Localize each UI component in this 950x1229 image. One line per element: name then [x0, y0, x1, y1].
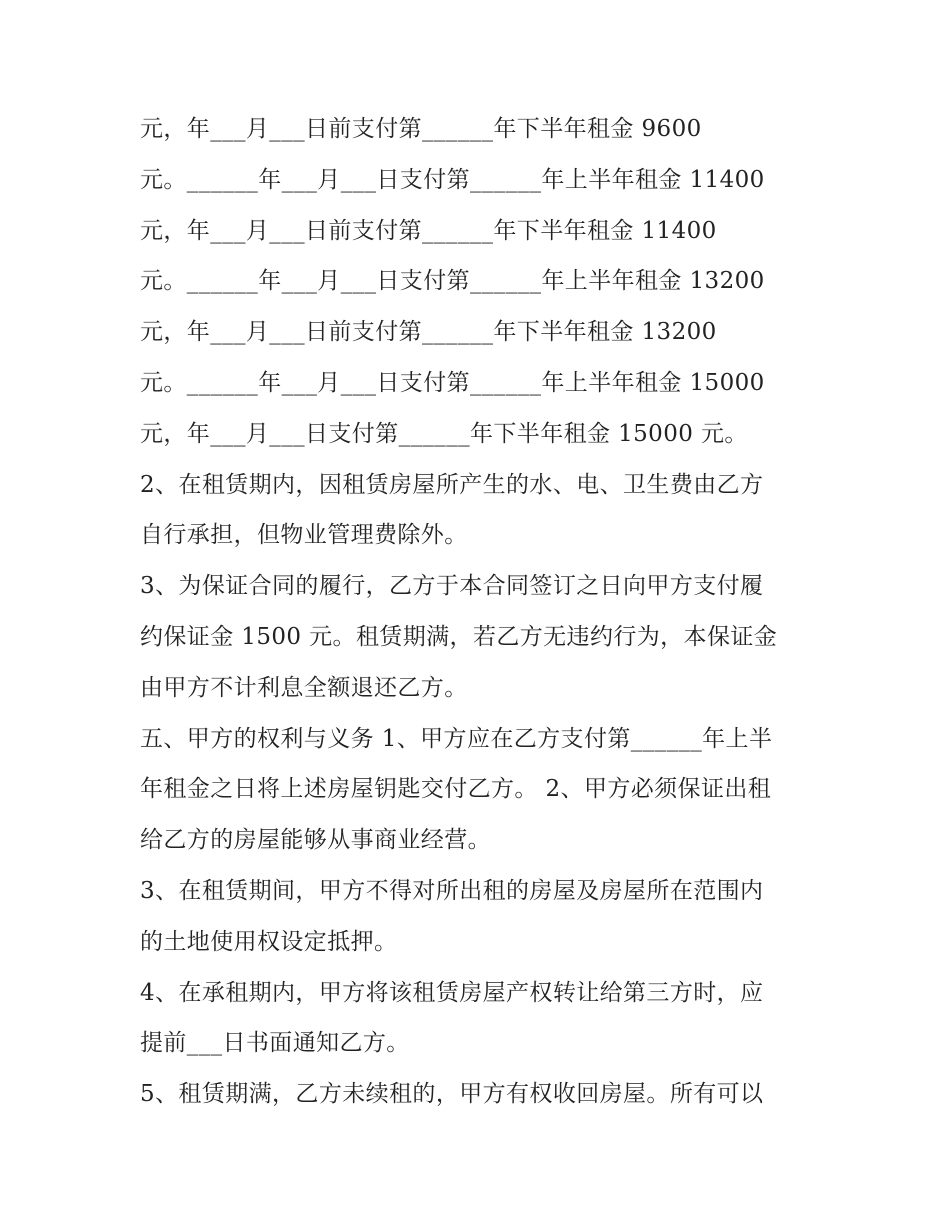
text-line: 元，年___月___日前支付第______年下半年租金 13200	[140, 319, 717, 346]
text-line: 元。______年___月___日支付第______年上半年租金 15000	[140, 369, 765, 396]
text-line: 约保证金 1500 元。租赁期满，若乙方无违约行为，本保证金	[140, 623, 778, 650]
text-line: 的土地使用权设定抵押。	[140, 928, 398, 955]
text-line: 元，年___月___日前支付第______年下半年租金 11400	[140, 217, 717, 244]
text-line: 3、在租赁期间，甲方不得对所出租的房屋及房屋所在范围内	[140, 877, 764, 904]
text-line: 年租金之日将上述房屋钥匙交付乙方。 2、甲方必须保证出租	[140, 776, 772, 803]
text-line: 元，年___月___日支付第______年下半年租金 15000 元。	[140, 420, 748, 447]
text-line: 提前___日书面通知乙方。	[140, 1030, 410, 1057]
contract-text	[140, 104, 820, 1120]
text-line: 2、在租赁期内，因租赁房屋所产生的水、电、卫生费由乙方	[140, 471, 764, 498]
text-line: 自行承担，但物业管理费除外。	[140, 522, 468, 549]
text-line: 由甲方不计利息全额退还乙方。	[140, 674, 468, 701]
text-line: 元。______年___月___日支付第______年上半年租金 13200	[140, 268, 765, 295]
text-line: 4、在承租期内，甲方将该租赁房屋产权转让给第三方时，应	[140, 979, 764, 1006]
text-line: 3、为保证合同的履行，乙方于本合同签订之日向甲方支付履	[140, 573, 764, 600]
text-line: 元。______年___月___日支付第______年上半年租金 11400	[140, 166, 765, 193]
text-line: 元，年___月___日前支付第______年下半年租金 9600	[140, 116, 702, 142]
text-line: 给乙方的房屋能够从事商业经营。	[140, 827, 491, 854]
text-line: 五、甲方的权利与义务 1、甲方应在乙方支付第______年上半	[140, 725, 773, 752]
text-line: 5、租赁期满，乙方未续租的，甲方有权收回房屋。所有可以	[140, 1081, 764, 1108]
